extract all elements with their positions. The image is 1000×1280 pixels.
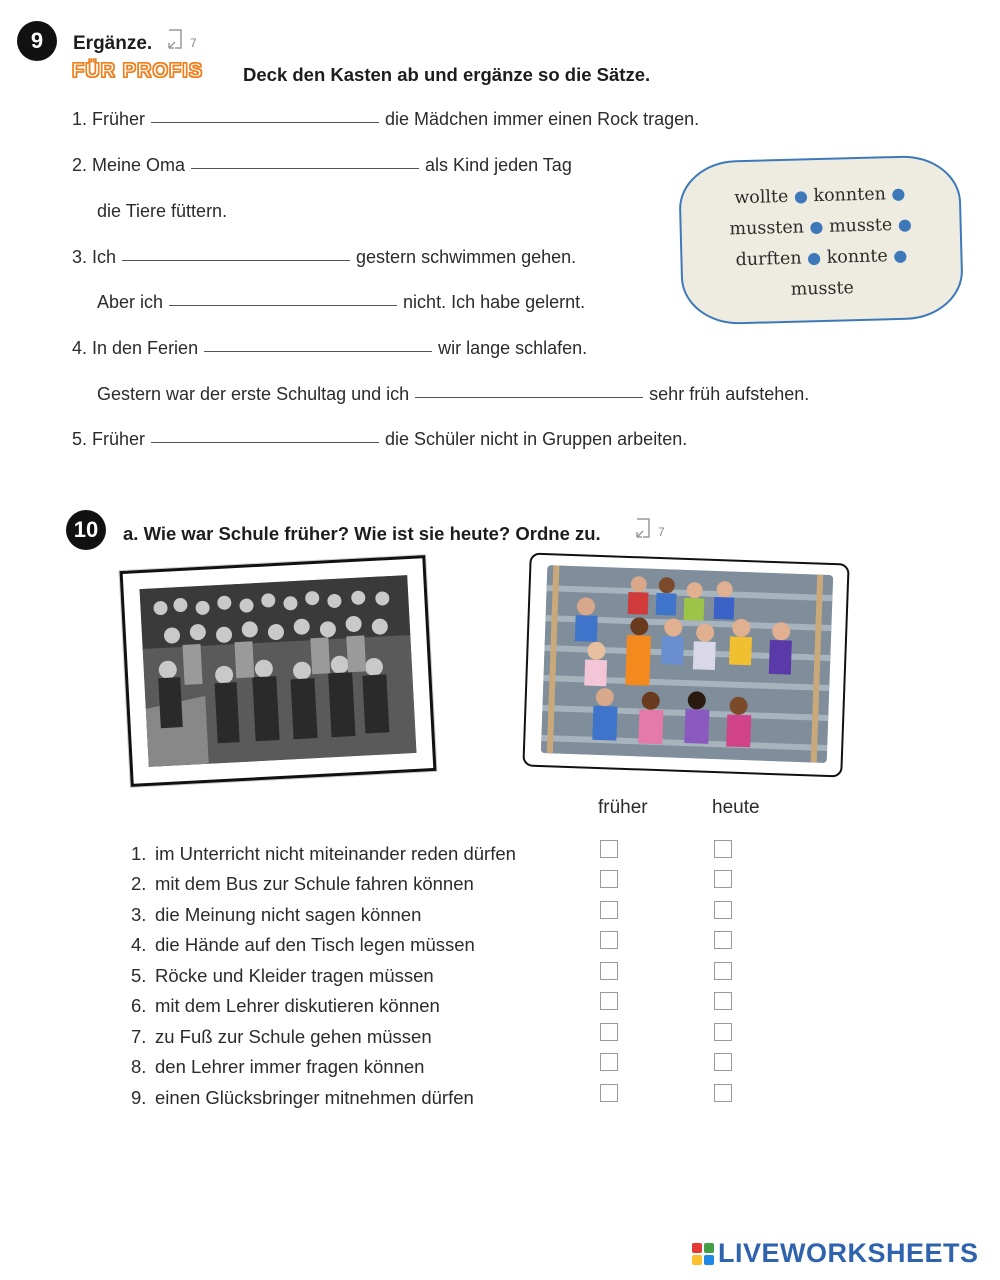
- modern-school-photo: [522, 552, 849, 777]
- exercise-9-number: 9: [17, 21, 57, 61]
- sentence-4: 4. In den Ferien wir lange schlafen.: [72, 338, 588, 358]
- liveworksheets-logo-icon: [692, 1243, 714, 1265]
- liveworksheets-logo: [692, 1238, 979, 1269]
- statement-3: 3. die Meinung nicht sagen können: [131, 904, 422, 925]
- checkbox-frueher-6[interactable]: [600, 992, 618, 1010]
- word-box: [678, 154, 964, 325]
- bullet-icon: ●: [893, 245, 908, 266]
- liveworksheets-logo-text: LIVEWORKSHEETS: [718, 1238, 979, 1268]
- fuer-profis-badge: FÜR PROFIS: [72, 60, 204, 82]
- sentence-3-continued: Aber ich nicht. Ich habe gelernt.: [97, 292, 586, 312]
- checkbox-heute-1[interactable]: [714, 840, 732, 858]
- sentence-1: 1. Früher die Mädchen immer einen Rock tragen.: [72, 109, 700, 129]
- exercise-9-reference: [166, 28, 197, 50]
- children-group-bw-illustration: [140, 575, 417, 767]
- statement-9: 9. einen Glücksbringer mitnehmen dürfen: [131, 1087, 474, 1108]
- statement-7: 7. zu Fuß zur Schule gehen müssen: [131, 1026, 432, 1047]
- statement-8: 8. den Lehrer immer fragen können: [131, 1056, 425, 1077]
- checkbox-frueher-7[interactable]: [600, 1023, 618, 1041]
- checkbox-frueher-4[interactable]: [600, 931, 618, 949]
- bullet-icon: ●: [793, 186, 809, 206]
- answer-blank[interactable]: [151, 441, 379, 443]
- bullet-icon: ●: [897, 214, 913, 234]
- exercise-10-title: a. Wie war Schule früher? Wie ist sie heute? Ordne zu.: [123, 523, 601, 544]
- checkbox-frueher-2[interactable]: [600, 870, 618, 888]
- bullet-icon: ●: [891, 183, 906, 204]
- word-box-row-3: durften ● konnte ●: [735, 245, 908, 271]
- children-group-color-illustration: [541, 565, 833, 763]
- answer-blank[interactable]: [122, 259, 350, 261]
- checkbox-heute-2[interactable]: [714, 870, 732, 888]
- old-school-photo-image: [140, 575, 417, 767]
- statement-6: 6. mit dem Lehrer diskutieren können: [131, 995, 440, 1016]
- sentence-3: 3. Ich gestern schwimmen gehen.: [72, 247, 577, 267]
- book-reference-icon: [634, 517, 654, 539]
- answer-blank[interactable]: [191, 167, 419, 169]
- sentence-2: 2. Meine Oma als Kind jeden Tag: [72, 155, 572, 175]
- checkbox-frueher-8[interactable]: [600, 1053, 618, 1071]
- exercise-10-number: 10: [66, 510, 106, 550]
- sentence-4-continued: Gestern war der erste Schultag und ich sehr früh aufstehen.: [97, 384, 810, 404]
- sentence-2-continued: die Tiere füttern.: [97, 201, 228, 221]
- column-header-frueher: früher: [598, 797, 648, 818]
- answer-blank[interactable]: [169, 304, 397, 306]
- checkbox-heute-3[interactable]: [714, 901, 732, 919]
- sentence-5: 5. Früher die Schüler nicht in Gruppen arbeiten.: [72, 429, 688, 449]
- bullet-icon: ●: [809, 216, 824, 237]
- checkbox-frueher-3[interactable]: [600, 901, 618, 919]
- statement-4: 4. die Hände auf den Tisch legen müssen: [131, 934, 475, 955]
- answer-blank[interactable]: [204, 350, 432, 352]
- checkbox-heute-5[interactable]: [714, 962, 732, 980]
- checkbox-frueher-1[interactable]: [600, 840, 618, 858]
- reference-number: 7: [190, 36, 197, 50]
- exercise-10-reference: [634, 517, 665, 539]
- exercise-9-title: Ergänze.: [73, 33, 153, 54]
- reference-number: 7: [658, 525, 665, 539]
- answer-blank[interactable]: [415, 396, 643, 398]
- checkbox-heute-8[interactable]: [714, 1053, 732, 1071]
- answer-blank[interactable]: [151, 121, 379, 123]
- checkbox-heute-9[interactable]: [714, 1084, 732, 1102]
- statement-2: 2. mit dem Bus zur Schule fahren können: [131, 873, 474, 894]
- exercise-9-instruction: Deck den Kasten ab und ergänze so die Sätze.: [243, 64, 651, 85]
- statement-5: 5. Röcke und Kleider tragen müssen: [131, 965, 434, 986]
- checkbox-heute-4[interactable]: [714, 931, 732, 949]
- word-box-row-4: musste: [790, 278, 855, 300]
- word-box-row-1: wollte ● konnten ●: [734, 183, 906, 209]
- word-box-row-2: mussten ● musste ●: [729, 214, 913, 240]
- modern-school-photo-image: [541, 565, 833, 763]
- checkbox-frueher-5[interactable]: [600, 962, 618, 980]
- checkbox-frueher-9[interactable]: [600, 1084, 618, 1102]
- old-school-photo: [120, 555, 437, 787]
- checkbox-heute-7[interactable]: [714, 1023, 732, 1041]
- checkbox-heute-6[interactable]: [714, 992, 732, 1010]
- statement-1: 1. im Unterricht nicht miteinander reden dürfen: [131, 843, 516, 864]
- bullet-icon: ●: [806, 248, 822, 268]
- column-header-heute: heute: [712, 797, 760, 818]
- book-reference-icon: [166, 28, 186, 50]
